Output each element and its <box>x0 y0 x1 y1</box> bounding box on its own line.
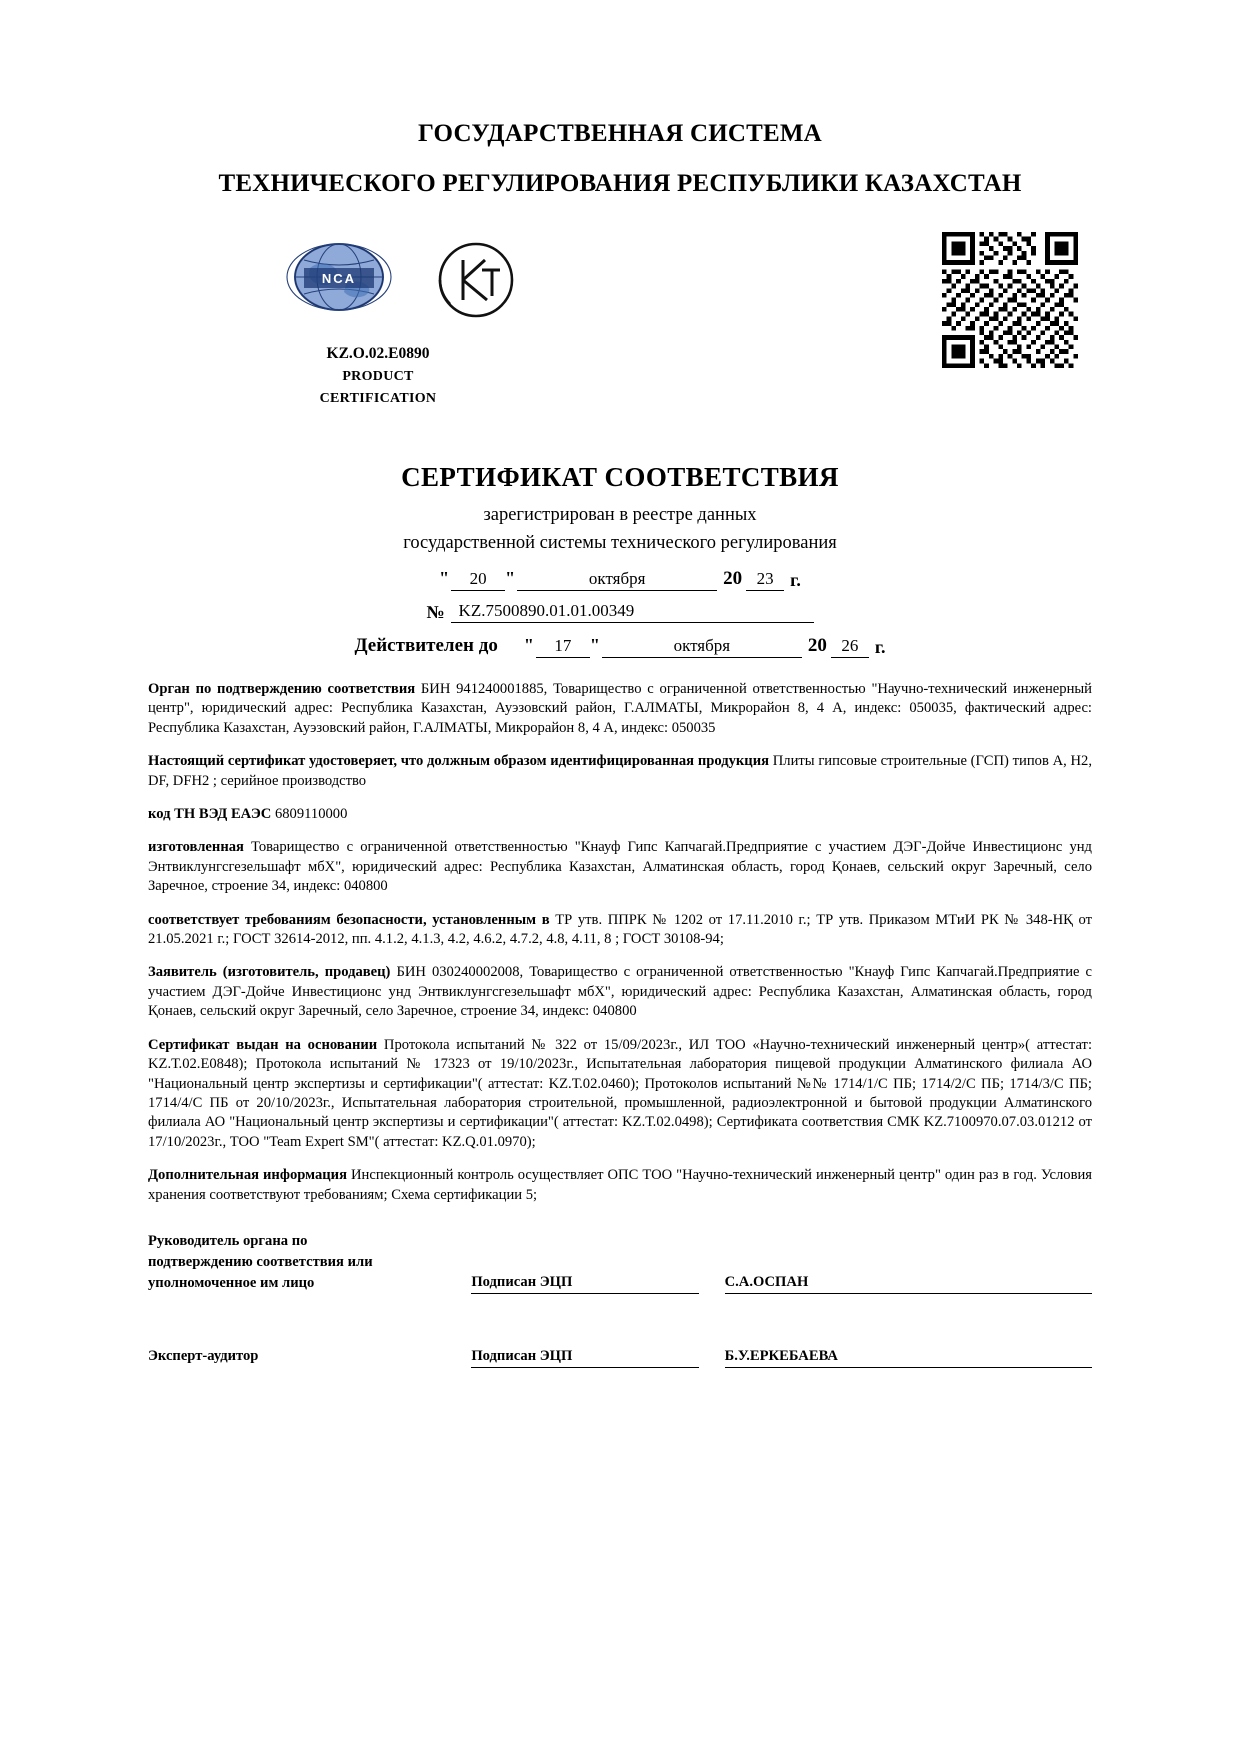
extra-info-value: Инспекционный контроль осуществляет ОПС ТОО "Научно-технический инженерный центр" один раз в год. Условия хранения соответствуют требованиям; Схема сертификации 5; <box>148 1167 1092 1203</box>
quote-open: " <box>439 568 450 588</box>
emblem-row <box>148 238 1092 428</box>
product-certification-line-1: PRODUCT <box>342 369 414 385</box>
auditor-signature-field: Подписан ЭЦП <box>471 1348 698 1368</box>
number-label: № <box>426 602 445 622</box>
validity-date-row <box>148 635 1092 658</box>
certificate-body <box>148 680 1092 1205</box>
certification-code: KZ.O.02.E0890 <box>326 345 430 362</box>
tnved-value: 6809110000 <box>271 806 348 823</box>
page-subtitle-2: государственной системы технического регулирования <box>403 533 837 553</box>
certification-code-block <box>218 342 538 409</box>
validity-month: октября <box>602 636 802 658</box>
tnved-label: код ТН ВЭД ЕАЭС <box>148 806 272 823</box>
manufacturer-paragraph <box>148 838 1092 896</box>
page-title: СЕРТИФИКАТ СООТВЕТСТВИЯ <box>401 462 839 492</box>
quote-close: " <box>505 568 516 588</box>
head-signature-label-line-2: подтверждению соответствия или <box>148 1254 373 1271</box>
kz-conformity-mark-icon <box>430 234 522 326</box>
extra-info-label: Дополнительная информация <box>148 1167 347 1184</box>
validity-label: Действителен до <box>354 635 498 656</box>
applicant-paragraph <box>148 963 1092 1021</box>
head-signature-label-line-1: Руководитель органа по <box>148 1232 308 1249</box>
tnved-paragraph <box>148 805 1092 824</box>
ncra-globe-logo-icon <box>284 238 394 316</box>
product-paragraph <box>148 752 1092 791</box>
compliance-value: ТР утв. ППРК № 1202 от 17.11.2010 г.; ТР утв. Приказом МТиИ РК № 348-НҚ от 21.05.2021 г.; ГОСТ 32614-2012, пп. 4.1.2, 4.1.3, 4.2, 4.6.2, 4.7.2, 4.8, 4.11, 8 ; ГОСТ 30108-94; <box>148 911 1093 948</box>
registration-year-unit: г. <box>790 570 801 590</box>
auditor-signature-label: Эксперт-аудитор <box>148 1348 259 1365</box>
product-label: Настоящий сертификат удостоверяет, что должным образом идентифицированная продукция <box>148 753 770 770</box>
validity-year-prefix: 20 <box>807 635 827 656</box>
qr-code-icon <box>942 232 1078 368</box>
registration-year-suffix: 23 <box>746 569 784 591</box>
certification-body-label: Орган по подтверждению соответствия <box>148 681 416 697</box>
applicant-value: БИН 030240002008, Товарищество с ограниченной ответственностью "Кнауф Гипс Капчагай.Предприятие с участием ДЭГ-Дойче Инвестиционс унд Энтвиклунгсгезельшафт мбХ", юридический адрес: Республика Казахстан, Алматинская область, город Қонаев, сельский округ Заречный, село Заречное, строение 34, индекс: 040800 <box>148 964 1093 1020</box>
manufacturer-value: Товарищество с ограниченной ответственностью "Кнауф Гипс Капчагай.Предприятие с участием ДЭГ-Дойче Инвестиционс унд Энтвиклунгсгезельшафт мбХ", юридический адрес: Республика Казахстан, Алматинская область, город Қонаев, сельский округ Заречный, село Заречное, строение 34, индекс: 040800 <box>148 839 1092 895</box>
registration-month: октября <box>517 569 717 591</box>
header-line-2: ТЕХНИЧЕСКОГО РЕГУЛИРОВАНИЯ РЕСПУБЛИКИ КАЗАХСТАН <box>218 170 1022 197</box>
auditor-signature-row <box>148 1346 1092 1367</box>
registration-date-row <box>148 568 1092 591</box>
certificate-number-row <box>148 601 1092 623</box>
basis-value: Протокола испытаний № 322 от 15/09/2023г., ИЛ ТОО «Научно-технический инженерный центр»( аттестат: KZ.Т.02.Е0848); Протокола испытаний № 17323 от 19/10/2023г., Испытательная лаборатория пищевой продукции Алматинского филиала АО "Национальный центр экспертизы и сертификации"( аттестат: KZ.Т.02.0460); Протоколов испытаний №№ 1714/1/С ПБ; 1714/2/С ПБ; 1714/3/С ПБ; 1714/4/С ПБ от 20/10/2023г., Испытательная лаборатория строительной, промышленной, радиоэлектронной и бытовой продукции Алматинского филиала АО "Национальный центр экспертизы и сертификации"( аттестат: KZ.Т.02.0498); Сертификата соответствия СМК KZ.7100970.07.03.01212 от 17/10/2023г., ТОО "Team Expert SM"( аттестат: KZ.Q.01.0970); <box>148 1036 1092 1150</box>
validity-year-suffix: 26 <box>831 636 869 658</box>
header-line-1: ГОСУДАРСТВЕННАЯ СИСТЕМА <box>418 120 822 147</box>
validity-quote-open: " <box>523 635 534 655</box>
head-signature-label-line-3: уполномоченное им лицо <box>148 1275 315 1292</box>
applicant-label: Заявитель (изготовитель, продавец) <box>148 964 391 981</box>
registration-day: 20 <box>451 569 505 591</box>
validity-day: 17 <box>536 636 590 658</box>
compliance-paragraph <box>148 911 1092 950</box>
signature-block <box>148 1231 1092 1368</box>
validity-quote-close: " <box>589 635 600 655</box>
product-value: Плиты гипсовые строительные (ГСП) типов А, H2, DF, DFH2 ; серийное производство <box>148 753 1092 789</box>
page-subtitle-1: зарегистрирован в реестре данных <box>483 505 757 525</box>
certification-body-paragraph <box>148 680 1092 738</box>
svg-text:NCA: NCA <box>321 271 357 286</box>
head-signature-label <box>148 1231 471 1294</box>
document-header <box>148 120 1092 198</box>
head-signature-name: С.А.ОСПАН <box>725 1274 1092 1294</box>
basis-label: Сертификат выдан на основании <box>148 1036 378 1053</box>
product-certification-line-2: CERTIFICATION <box>319 390 437 406</box>
basis-paragraph <box>148 1036 1092 1152</box>
head-signature-field: Подписан ЭЦП <box>471 1274 698 1294</box>
head-signature-row <box>148 1231 1092 1294</box>
certification-body-value: БИН 941240001885, Товарищество с ограниченной ответственностью "Научно-технический инженерный центр", юридический адрес: Республика Казахстан, Ауэзовский район, Г.АЛМАТЫ, Микрорайон 8, 4 А, индекс: 050035, фактический адрес: Республика Казахстан, Ауэзовский район, Г.АЛМАТЫ, Микрорайон 8, 4 А, индекс: 050035 <box>148 681 1092 736</box>
registration-year-prefix: 20 <box>723 568 743 589</box>
manufacturer-label: изготовленная <box>148 839 244 856</box>
auditor-signature-name: Б.У.ЕРКЕБАЕВА <box>725 1348 1092 1368</box>
certificate-number: KZ.7500890.01.01.00349 <box>451 601 814 623</box>
validity-year-unit: г. <box>874 637 886 657</box>
extra-info-paragraph <box>148 1166 1092 1205</box>
compliance-label: соответствует требованиям безопасности, установленным в <box>148 911 550 928</box>
